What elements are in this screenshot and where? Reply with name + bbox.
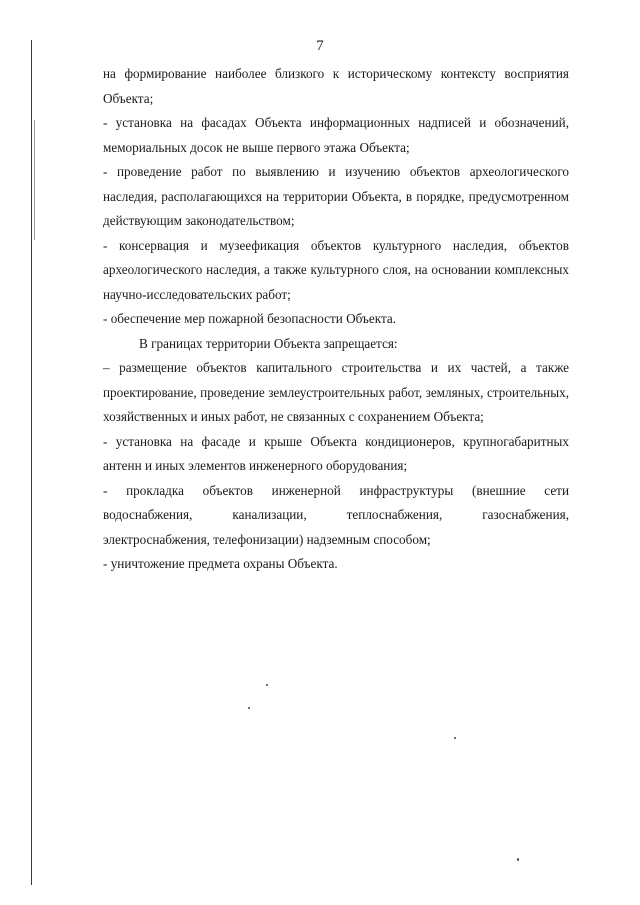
scan-speck: [248, 707, 250, 709]
document-body: [103, 62, 569, 577]
paragraph-fire-safety: - обеспечение мер пожарной безопасности Объекта.: [103, 311, 397, 326]
scan-speck: [517, 858, 519, 861]
page-number: 7: [316, 38, 324, 54]
paragraph-archaeology-study: - проведение работ по выявлению и изучению объектов археологического наследия, располагающихся на территории Объекта, в порядке, предусмотренном действующим законодательством;: [103, 164, 569, 228]
binding-margin-line: [31, 40, 32, 885]
paragraph-conservation: - консервация и музеефикация объектов культурного наследия, объектов археологического наследия, а также культурного слоя, на основании комплексных научно-исследовательских работ;: [103, 237, 569, 302]
paragraph-capital-construction: – размещение объектов капитального строительства и их частей, а также проектирование, проведение землеустроительных работ, земляных, строительных, хозяйственных и иных работ, не связанных с сохранением Объекта;: [103, 360, 569, 424]
scan-speck: [454, 737, 456, 739]
paragraph-info-signs: - установка на фасадах Объекта информационных надписей и обозначений, мемориальных досок не выше первого этажа Объекта;: [103, 115, 569, 155]
paragraph-context-perception: на формирование наиболее близкого к историческому контексту восприятия Объекта;: [103, 66, 569, 106]
scan-speck: [266, 684, 268, 686]
binding-margin-line-faint: [34, 120, 35, 240]
paragraph-facade-equipment: - установка на фасаде и крыше Объекта кондиционеров, крупногабаритных антенн и иных элементов инженерного оборудования;: [103, 433, 569, 473]
prohibitions-heading: В границах территории Объекта запрещается:: [139, 335, 398, 351]
paragraph-utility-networks: - прокладка объектов инженерной инфраструктуры (внешние сети водоснабжения, канализации, теплоснабжения, газоснабжения, электроснабжения, телефонизации) надземным способом;: [103, 482, 569, 547]
paragraph-protection-subject: - уничтожение предмета охраны Объекта.: [103, 556, 338, 571]
